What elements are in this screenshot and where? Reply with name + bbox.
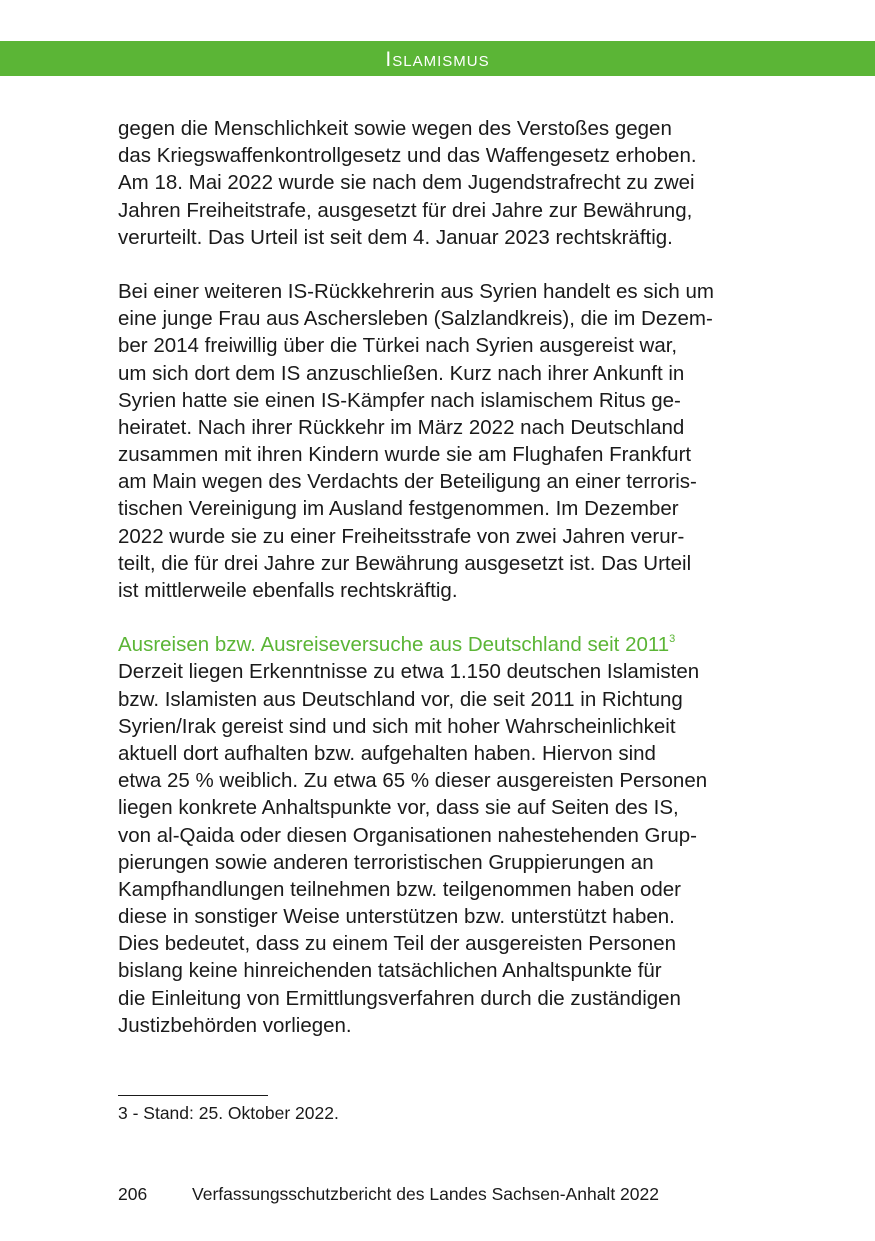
footnote: 3 - Stand: 25. Oktober 2022. — [118, 1103, 339, 1123]
text-line: gegen die Menschlichkeit sowie wegen des Verstoßes gegen — [118, 117, 672, 140]
text-line: bislang keine hinreichenden tatsächlichen Anhaltspunkte für — [118, 959, 662, 983]
text-line: etwa 25 % weiblich. Zu etwa 65 % dieser ausgereisten Personen — [118, 769, 708, 793]
section-ausreisen — [118, 631, 758, 1039]
text-line: die Einleitung von Ermittlungsverfahren durch die zuständigen — [118, 986, 681, 1010]
text-line: um sich dort dem IS anzuschließen. Kurz nach ihrer Ankunft in — [118, 361, 685, 385]
text-line: ber 2014 freiwillig über die Türkei nach Syrien ausgereist war, — [118, 334, 678, 358]
chapter-header-bar — [0, 41, 875, 76]
publication-title: Verfassungsschutzbericht des Landes Sachsen-Anhalt 2022 — [192, 1184, 659, 1204]
text-line: eine junge Frau aus Aschersleben (Salzlandkreis), die im Dezem- — [118, 307, 713, 331]
text-line: ist mittlerweile ebenfalls rechtskräftig. — [118, 579, 458, 602]
text-line: Dies bedeutet, dass zu einem Teil der ausgereisten Personen — [118, 932, 677, 956]
text-line: Kampfhandlungen teilnehmen bzw. teilgenommen haben oder — [118, 877, 681, 901]
text-line: tischen Vereinigung im Ausland festgenommen. Im Dezember — [118, 497, 679, 521]
footnote-reference[interactable]: 3 — [669, 633, 676, 646]
text-line: pierungen sowie anderen terroristischen Gruppierungen an — [118, 850, 654, 874]
text-line: diese in sonstiger Weise unterstützen bzw. unterstützt haben. — [118, 905, 675, 929]
text-line: aktuell dort aufhalten bzw. aufgehalten haben. Hiervon sind — [118, 741, 656, 765]
page-footer — [118, 1182, 659, 1206]
text-line: bzw. Islamisten aus Deutschland vor, die seit 2011 in Richtung — [118, 687, 683, 711]
text-line: Justizbehörden vorliegen. — [118, 1013, 352, 1037]
text-line: von al-Qaida oder diesen Organisationen nahestehenden Grup- — [118, 823, 697, 847]
section-heading — [118, 631, 758, 658]
text-line: Syrien/Irak gereist sind und sich mit hoher Wahrscheinlichkeit — [118, 714, 676, 738]
text-line: Jahren Freiheitstrafe, ausgesetzt für drei Jahre zur Bewährung, — [118, 198, 693, 222]
text-line: Am 18. Mai 2022 wurde sie nach dem Jugendstrafrecht zu zwei — [118, 171, 695, 195]
text-line: Bei einer weiteren IS-Rückkehrerin aus Syrien handelt es sich um — [118, 279, 714, 303]
section-heading-text: Ausreisen bzw. Ausreiseversuche aus Deutschland seit 2011 — [118, 633, 670, 657]
text-line: das Kriegswaffenkontrollgesetz und das Waffengesetz erhoben. — [118, 144, 697, 168]
text-line: am Main wegen des Verdachts der Beteiligung an einer terroris- — [118, 470, 697, 494]
chapter-title: Islamismus — [385, 48, 490, 71]
text-line: heiratet. Nach ihrer Rückkehr im März 2022 nach Deutschland — [118, 415, 685, 439]
text-line: liegen konkrete Anhaltspunkte vor, dass sie auf Seiten des IS, — [118, 796, 679, 820]
paragraph-2 — [118, 278, 758, 604]
text-line: teilt, die für drei Jahre zur Bewährung ausgesetzt ist. Das Urteil — [118, 551, 692, 575]
text-line: zusammen mit ihren Kindern wurde sie am Flughafen Frankfurt — [118, 443, 692, 467]
paragraph-1 — [118, 115, 758, 251]
text-line: Syrien hatte sie einen IS-Kämpfer nach islamischem Ritus ge- — [118, 388, 681, 412]
text-line: 2022 wurde sie zu einer Freiheitsstrafe von zwei Jahren verur- — [118, 524, 685, 548]
page-number: 206 — [118, 1184, 148, 1204]
page-content — [118, 115, 758, 1039]
text-line: Derzeit liegen Erkenntnisse zu etwa 1.150 deutschen Islamisten — [118, 660, 700, 684]
paragraph-spacer — [118, 251, 758, 278]
footnote-divider — [118, 1095, 268, 1096]
text-line: verurteilt. Das Urteil ist seit dem 4. Januar 2023 rechtskräftig. — [118, 225, 673, 249]
paragraph-spacer — [118, 604, 758, 631]
